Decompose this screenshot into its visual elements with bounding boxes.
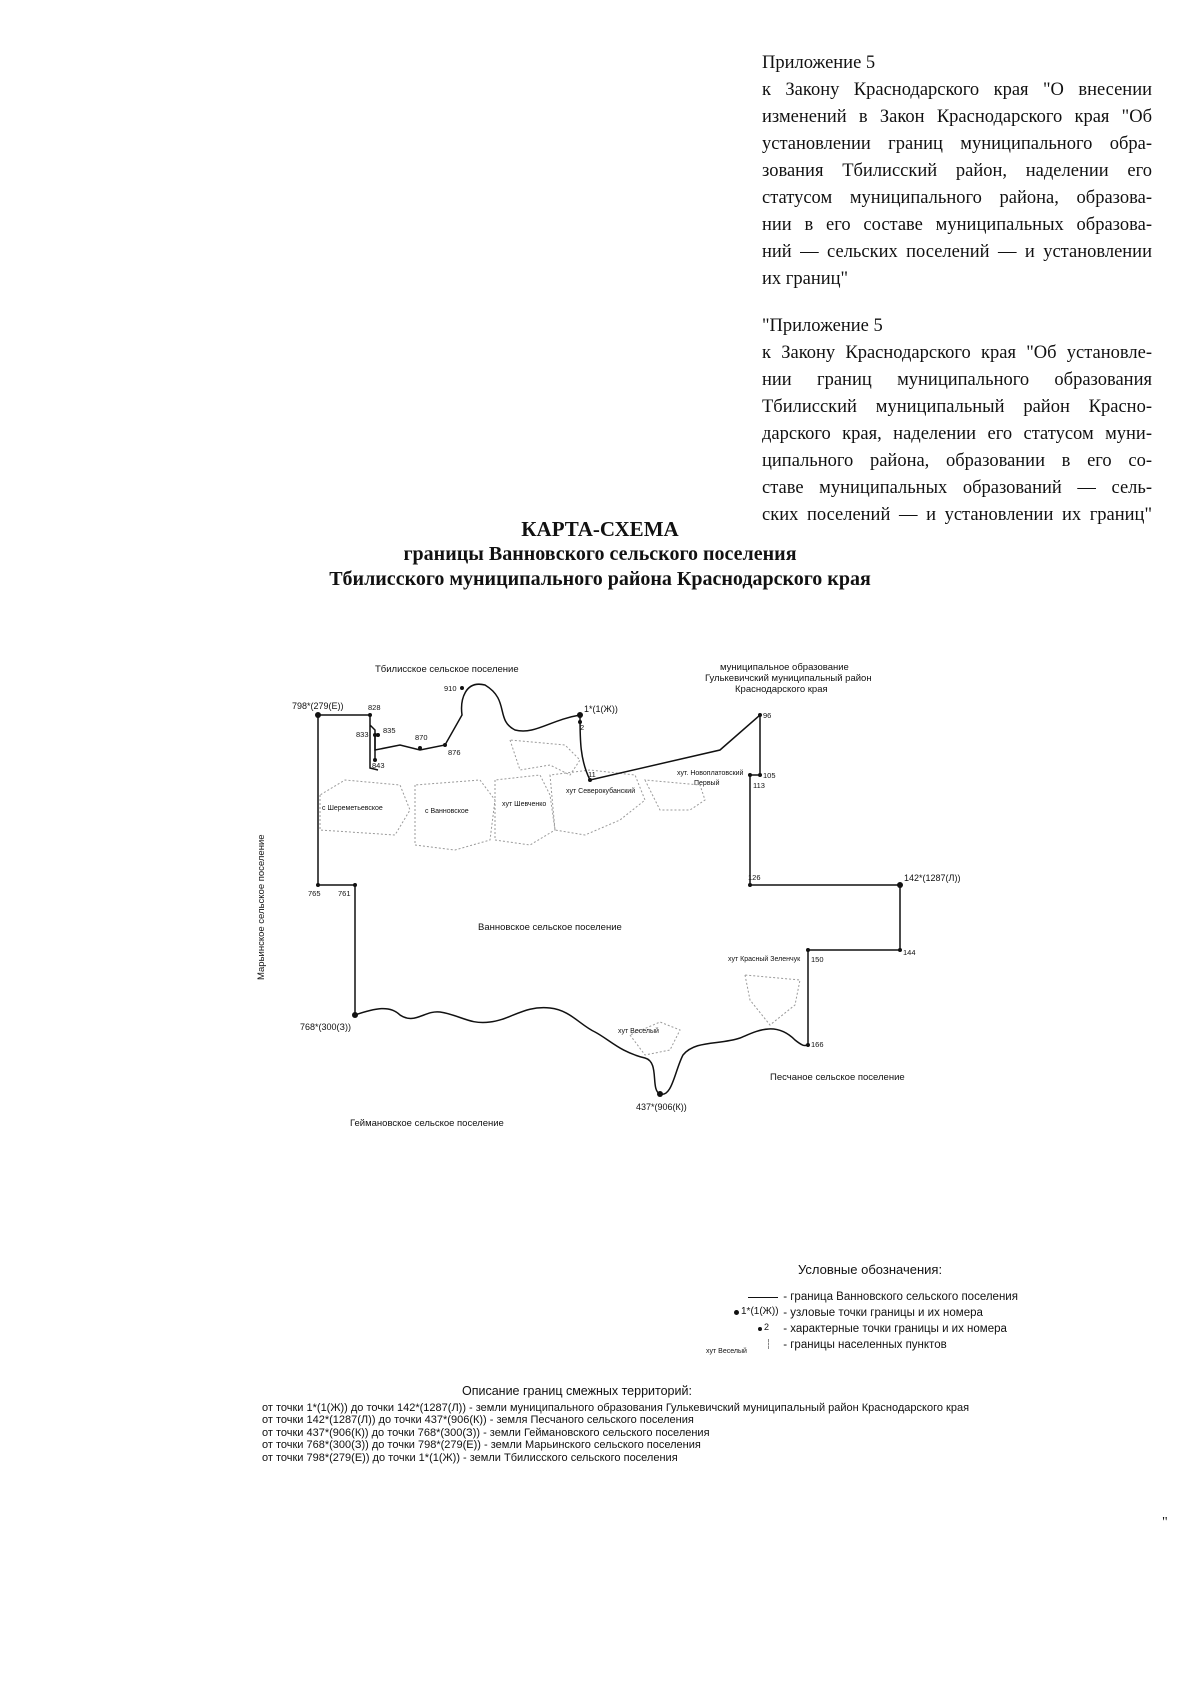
settlement-borders: [320, 740, 800, 1055]
node-point: [352, 1012, 358, 1018]
quoted-appendix-line: ставе муниципальных образований — сель-: [762, 478, 1152, 498]
appendix-line: зования Тбилисский район, наделении его: [762, 161, 1152, 181]
appendix-line: статусом муниципального района, образова-: [762, 188, 1152, 208]
characteristic-point: [418, 746, 422, 750]
description-line: от точки 1*(1(Ж)) до точки 142*(1287(Л)) - земли муниципального образования Гулькевичский муниципальный район Краснодарского края: [262, 1401, 970, 1414]
characteristic-point: [806, 948, 810, 952]
appendix-line: Приложение 5: [762, 53, 876, 73]
settlement-label: хут Красный Зеленчук: [728, 956, 801, 963]
legend-item: [706, 1338, 947, 1355]
point-label: 833: [356, 730, 369, 739]
quoted-appendix-line: Тбилисский муниципальный район Красно-: [762, 397, 1152, 417]
characteristic-point: [443, 743, 447, 747]
node-point-label: 437*(906(К)): [636, 1102, 687, 1112]
node-point: [657, 1091, 663, 1097]
quoted-appendix-line: ципального района, образовании в его со-: [762, 451, 1152, 471]
settlement-label: хут Веселый: [618, 1028, 659, 1035]
legend-title: Условные обозначения:: [798, 1262, 943, 1277]
legend-item: [720, 1290, 1018, 1304]
legend-item-text: - граница Ванновского сельского поселения: [783, 1291, 1018, 1303]
legend-item: [720, 1322, 1007, 1336]
appendix-line: к Закону Краснодарского края "О внесении: [762, 80, 1152, 100]
settlement-label: Первый: [694, 780, 720, 787]
legend-item-text: - узловые точки границы и их номера: [783, 1307, 983, 1319]
description-title: Описание границ смежных территорий:: [462, 1384, 692, 1398]
point-label: 761: [338, 889, 351, 898]
characteristic-point: [748, 883, 752, 887]
settlement-label: с Шереметьевское: [322, 805, 383, 812]
characteristic-point: [806, 1043, 810, 1047]
neighbor-northeast-label: Гулькевичский муниципальный район: [705, 673, 872, 684]
characteristic-point: [376, 733, 380, 737]
map-title: [0, 517, 1200, 592]
settlement-label: хут Шевченко: [502, 801, 547, 808]
point-labels: [308, 684, 916, 1049]
appendix-line: их границ": [762, 269, 849, 289]
characteristic-point: [460, 686, 464, 690]
appendix-line: нии в его составе муниципальных образова-: [762, 215, 1152, 235]
appendix-line: изменений в Закон Краснодарского края "Об: [762, 107, 1152, 127]
characteristic-point: [353, 883, 357, 887]
point-label: 11: [588, 770, 596, 779]
legend-line-symbol: [720, 1290, 780, 1304]
appendix-header: [762, 50, 1152, 529]
settlement-border: [510, 740, 580, 775]
node-point: [315, 712, 321, 718]
node-point-label: 768*(300(З)): [300, 1022, 351, 1032]
center-label: Ванновское сельское поселение: [478, 922, 622, 933]
neighbor-northeast-label: Краснодарского края: [735, 684, 828, 695]
characteristic-point: [368, 713, 372, 717]
node-point: [897, 882, 903, 888]
description-line: от точки 437*(906(К)) до точки 768*(300(З)) - земли Геймановского сельского поселения: [262, 1426, 710, 1439]
settlement-border: [550, 770, 645, 835]
node-point-label: 798*(279(Е)): [292, 701, 344, 711]
settlement-border: [495, 775, 555, 845]
boundary-line: [375, 735, 378, 760]
point-label: 876: [448, 748, 461, 757]
quoted-appendix-line: к Закону Краснодарского края "Об установле-: [762, 343, 1152, 363]
appendix-line: установлении границ муниципального обра-: [762, 134, 1152, 154]
point-label: 765: [308, 889, 321, 898]
map-title-line1: КАРТА-СХЕМА: [521, 517, 679, 541]
map-title-line3: Тбилисского муниципального района Краснодарского края: [329, 568, 871, 590]
settlement-border: [630, 1022, 680, 1055]
neighbor-west-label: Марьинское сельское поселение: [256, 834, 267, 980]
point-label: 113: [753, 781, 765, 790]
neighbor-southeast-label: Песчаное сельское поселение: [770, 1072, 905, 1083]
point-label: 166: [811, 1040, 824, 1049]
point-label: 126: [748, 873, 761, 882]
adjacent-territories-description: [262, 1385, 1062, 1464]
characteristic-point: [758, 713, 762, 717]
node-point-labels: [292, 701, 960, 1112]
legend-item: [720, 1306, 983, 1320]
boundary-map: [250, 660, 1080, 1200]
characteristic-point: [758, 773, 762, 777]
description-line: от точки 798*(279(Е)) до точки 1*(1(Ж)) - земли Тбилисского сельского поселения: [262, 1451, 678, 1464]
legend-item-text: - границы населенных пунктов: [783, 1339, 947, 1351]
boundary-line: [318, 684, 900, 1094]
point-label: 835: [383, 726, 396, 735]
node-point-label: 1*(1(Ж)): [584, 704, 618, 714]
point-label: 144: [903, 948, 916, 957]
point-label: 105: [763, 771, 776, 780]
point-label: 2: [580, 723, 585, 732]
legend-node-symbol: 1*(1(Ж)): [720, 1306, 780, 1320]
description-line: от точки 768*(300(З)) до точки 798*(279(Е)) - земли Марьинского сельского поселения: [262, 1439, 701, 1451]
map-title-line2: границы Ванновского сельского поселения: [403, 543, 797, 565]
point-label: 150: [811, 955, 824, 964]
map-schema: [250, 660, 1080, 1200]
node-point: [577, 712, 583, 718]
settlement-labels: [322, 769, 801, 1035]
quoted-appendix-line: дарского края, наделении его статусом муни-: [762, 424, 1152, 444]
legend-settlement-symbol: хут Веселый: [720, 1338, 780, 1352]
point-label: 910: [444, 684, 457, 693]
settlement-label: хут Северокубанский: [566, 788, 636, 795]
quoted-appendix-line: ских поселений — и установлении их границ": [762, 505, 1152, 525]
point-label: 828: [368, 703, 381, 712]
legend-item-text: - характерные точки границы и их номера: [783, 1323, 1007, 1335]
quoted-appendix-line: нии границ муниципального образования: [762, 370, 1152, 390]
settlement-label: хут. Новоплатовский: [677, 770, 744, 777]
node-point-label: 142*(1287(Л)): [904, 873, 961, 883]
settlement-border: [745, 975, 800, 1025]
characteristic-points: [316, 686, 902, 1047]
characteristic-point: [748, 773, 752, 777]
settlement-label: с Ванновское: [425, 808, 469, 815]
appendix-line: ний — сельских поселений — и установлении: [762, 242, 1152, 262]
neighbor-southwest-label: Геймановское сельское поселение: [350, 1118, 504, 1129]
point-label: 96: [763, 711, 772, 720]
neighbor-northeast-label: муниципальное образование: [720, 662, 849, 673]
description-line: от точки 142*(1287(Л)) до точки 437*(906(К)) - земля Песчаного сельского поселения: [262, 1414, 694, 1426]
neighbor-north-label: Тбилисское сельское поселение: [375, 664, 519, 675]
characteristic-point: [898, 948, 902, 952]
characteristic-point: [316, 883, 320, 887]
point-label: 870: [415, 733, 428, 742]
legend-point-symbol: 2: [720, 1322, 780, 1336]
settlement-border: [415, 780, 495, 850]
point-label: 843: [372, 761, 385, 770]
quoted-appendix-line: "Приложение 5: [762, 316, 883, 336]
closing-quote-mark: ": [1162, 1515, 1168, 1530]
